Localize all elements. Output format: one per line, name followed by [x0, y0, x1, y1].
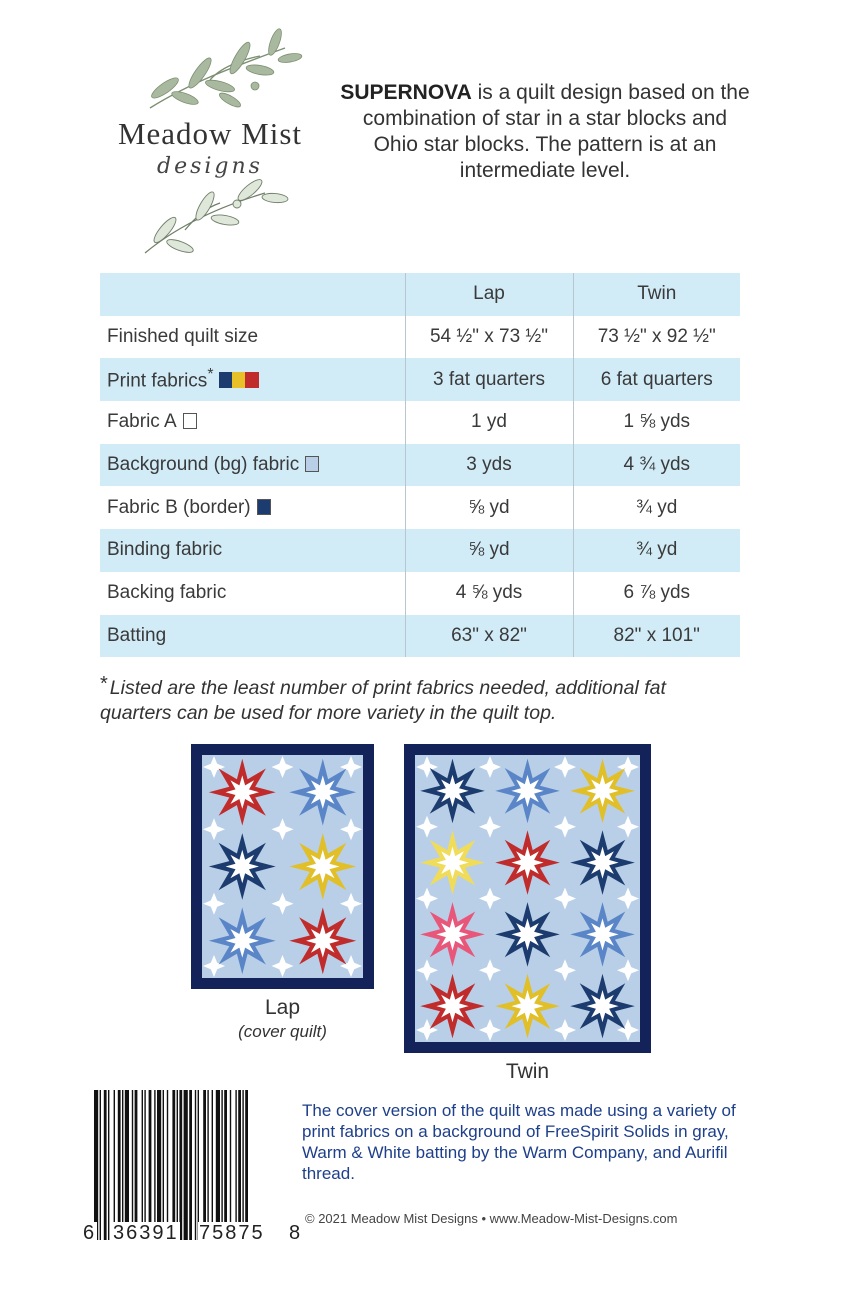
logo-name: Meadow Mist — [117, 116, 303, 151]
fabric-requirements-table — [100, 273, 740, 657]
barcode-bar — [189, 1090, 192, 1240]
barcode-bar — [230, 1090, 231, 1240]
swatch-border — [257, 499, 271, 515]
barcode-bar — [179, 1090, 182, 1240]
table-row — [100, 444, 740, 487]
barcode-bar — [114, 1090, 115, 1240]
barcode-bar — [104, 1090, 107, 1240]
leaf-branch-icon — [90, 28, 340, 128]
supernova-star-center — [306, 850, 340, 883]
barcode-bar — [135, 1090, 138, 1240]
barcode-bar — [207, 1090, 208, 1240]
row-lap-value: 4 ⅝ yds — [405, 572, 573, 615]
supernova-star-center — [226, 924, 260, 958]
barcode-bar — [221, 1090, 222, 1240]
table-row — [100, 615, 740, 658]
table-row — [100, 358, 740, 401]
lap-quilt-illustration — [191, 744, 374, 989]
barcode-bar — [154, 1090, 155, 1240]
cover-description: The cover version of the quilt was made using a variety of print fabrics on a background of FreeSpirit Solids in gray, Warm & White batting by the Warm Company, and Aurifil thread. — [302, 1101, 736, 1183]
row-label: Background (bg) fabric — [107, 454, 300, 476]
footnote-marker: * — [207, 365, 214, 383]
barcode-bar — [195, 1090, 196, 1240]
barcode-bar — [118, 1090, 121, 1240]
logo-subtitle: designs — [157, 154, 263, 179]
header-empty — [100, 273, 405, 316]
table-row — [100, 572, 740, 615]
supernova-star-center — [306, 924, 340, 958]
leaf-branch-lower-icon — [125, 168, 325, 258]
row-label: Finished quilt size — [107, 326, 259, 348]
row-lap-value: 63" x 82" — [405, 615, 573, 658]
row-label: Fabric B (border) — [107, 496, 251, 518]
barcode-bar — [212, 1090, 213, 1240]
pattern-name: SUPERNOVA — [340, 81, 472, 104]
row-lap-value: 3 yds — [405, 444, 573, 487]
row-label: Fabric A — [107, 411, 177, 433]
barcode-bar — [108, 1090, 109, 1240]
row-twin-value: ¾ yd — [573, 529, 740, 572]
barcode-digits-left: 36391 — [113, 1222, 179, 1244]
row-twin-value: 1 ⅝ yds — [573, 401, 740, 444]
swatch-yellow — [232, 372, 246, 388]
table-row — [100, 529, 740, 572]
barcode-bar — [184, 1090, 188, 1240]
row-label: Binding fabric — [107, 539, 223, 561]
supernova-star-center — [226, 775, 260, 809]
twin-label: Twin — [505, 1060, 550, 1083]
header-lap: Lap — [405, 273, 573, 316]
barcode-bar — [149, 1090, 152, 1240]
swatch-fabric-a — [183, 413, 197, 429]
table-header-row — [100, 273, 740, 316]
logo — [90, 28, 340, 258]
row-twin-value: 73 ½" x 92 ½" — [573, 316, 740, 359]
row-twin-value: 4 ¾ yds — [573, 444, 740, 487]
barcode-digit-last: 8 — [289, 1222, 303, 1244]
row-twin-value: 6 fat quarters — [573, 358, 740, 401]
row-twin-value: 82" x 101" — [573, 615, 740, 658]
supernova-star-center — [226, 850, 260, 883]
row-twin-value: ¾ yd — [573, 486, 740, 529]
barcode-bar — [94, 1090, 98, 1240]
barcode-bar — [177, 1090, 178, 1240]
footnote-text: Listed are the least number of print fabrics needed, additional fat quarters can be used for more variety in the quilt top. — [100, 677, 666, 724]
barcode-bar — [163, 1090, 164, 1240]
row-label: Backing fabric — [107, 582, 227, 604]
lap-sublabel: (cover quilt) — [238, 1022, 327, 1041]
table-row — [100, 401, 740, 444]
twin-quilt-illustration — [404, 744, 651, 1053]
barcode-bar — [235, 1090, 236, 1240]
barcode-bar — [245, 1090, 248, 1240]
barcode-digit-first: 6 — [83, 1222, 97, 1244]
supernova-star-center — [306, 775, 340, 809]
barcode-bar — [198, 1090, 199, 1240]
row-label: Batting — [107, 624, 167, 646]
barcode-bar — [238, 1090, 241, 1240]
barcode-bar — [167, 1090, 168, 1240]
row-lap-value: ⅝ yd — [405, 486, 573, 529]
footnote — [100, 672, 740, 726]
barcode-digits-right: 75875 — [199, 1222, 265, 1244]
barcode-bar — [122, 1090, 123, 1240]
swatch-navy — [219, 372, 233, 388]
row-lap-value: ⅝ yd — [405, 529, 573, 572]
intro-body: is a quilt design based on the combination of star in a star blocks and Ohio star blocks. The pattern is at an intermediate level. — [362, 81, 750, 182]
barcode-bar — [142, 1090, 143, 1240]
swatch-red — [245, 372, 259, 388]
copyright: © 2021 Meadow Mist Designs • www.Meadow-Mist-Designs.com — [305, 1211, 678, 1226]
footnote-asterisk: * — [100, 673, 108, 695]
row-lap-value: 3 fat quarters — [405, 358, 573, 401]
barcode-bar — [125, 1090, 129, 1240]
barcode-bar — [172, 1090, 175, 1240]
lap-label: Lap — [264, 996, 301, 1019]
barcode-bar — [132, 1090, 133, 1240]
row-lap-value: 54 ½" x 73 ½" — [405, 316, 573, 359]
swatch-background — [305, 456, 319, 472]
header-twin: Twin — [573, 273, 740, 316]
barcode-bar — [242, 1090, 243, 1240]
print-fabric-swatches — [219, 372, 258, 394]
row-lap-value: 1 yd — [405, 401, 573, 444]
barcode-bar — [216, 1090, 220, 1240]
barcode-bar — [144, 1090, 145, 1240]
intro-text — [340, 80, 750, 184]
table-row — [100, 316, 740, 359]
barcode-bar — [100, 1090, 101, 1240]
barcode-bar — [224, 1090, 227, 1240]
row-label: Print fabrics — [107, 369, 208, 391]
table-row — [100, 486, 740, 529]
barcode-bar — [203, 1090, 206, 1240]
barcode-bar — [157, 1090, 161, 1240]
row-twin-value: 6 ⅞ yds — [573, 572, 740, 615]
